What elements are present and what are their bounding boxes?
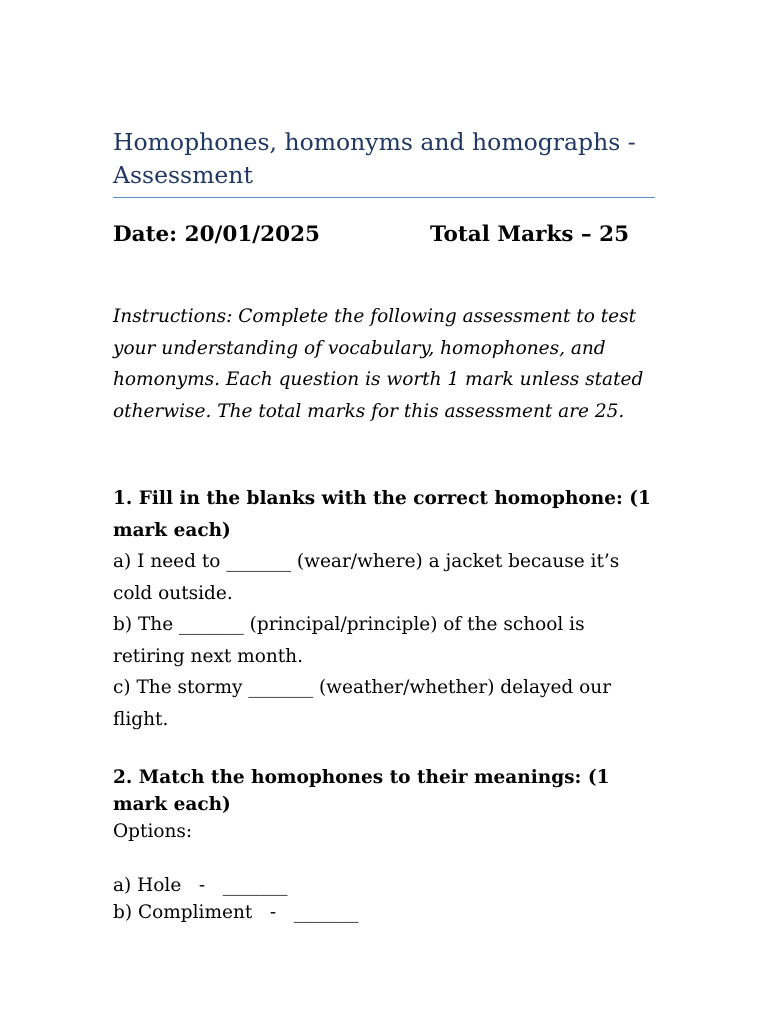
document-page xyxy=(113,126,658,926)
question-1-item-b: b) The _______ (principal/principle) of the school is retiring next month. xyxy=(113,614,585,667)
assessment-date: Date: 20/01/2025 xyxy=(113,222,320,247)
total-marks: Total Marks – 25 xyxy=(430,222,630,247)
instructions-paragraph: Instructions: Complete the following assessment to test your understanding of vocabulary, homophones, and homonyms. Each question is worth 1 mark unless stated otherwise. The total marks for this assessment are 25. xyxy=(113,306,644,422)
title-divider xyxy=(113,197,655,198)
question-2 xyxy=(113,764,658,926)
document-title: Homophones, homonyms and homographs - Assessment xyxy=(113,128,636,189)
question-1-item-c: c) The stormy _______ (weather/whether) delayed our flight. xyxy=(113,677,612,730)
question-1-heading: 1. Fill in the blanks with the correct homophone: (1 mark each) xyxy=(113,488,651,541)
assessment-meta xyxy=(113,220,658,250)
question-2-heading: 2. Match the homophones to their meanings: (1 mark each) xyxy=(113,767,610,815)
question-1-item-a: a) I need to _______ (wear/where) a jacket because it’s cold outside. xyxy=(113,551,620,604)
question-2-options-label: Options: xyxy=(113,821,193,842)
question-2-item-b: b) Compliment - _______ xyxy=(113,902,359,923)
question-2-match-list xyxy=(113,872,658,926)
question-1 xyxy=(113,483,658,735)
question-2-item-a: a) Hole - _______ xyxy=(113,875,288,896)
